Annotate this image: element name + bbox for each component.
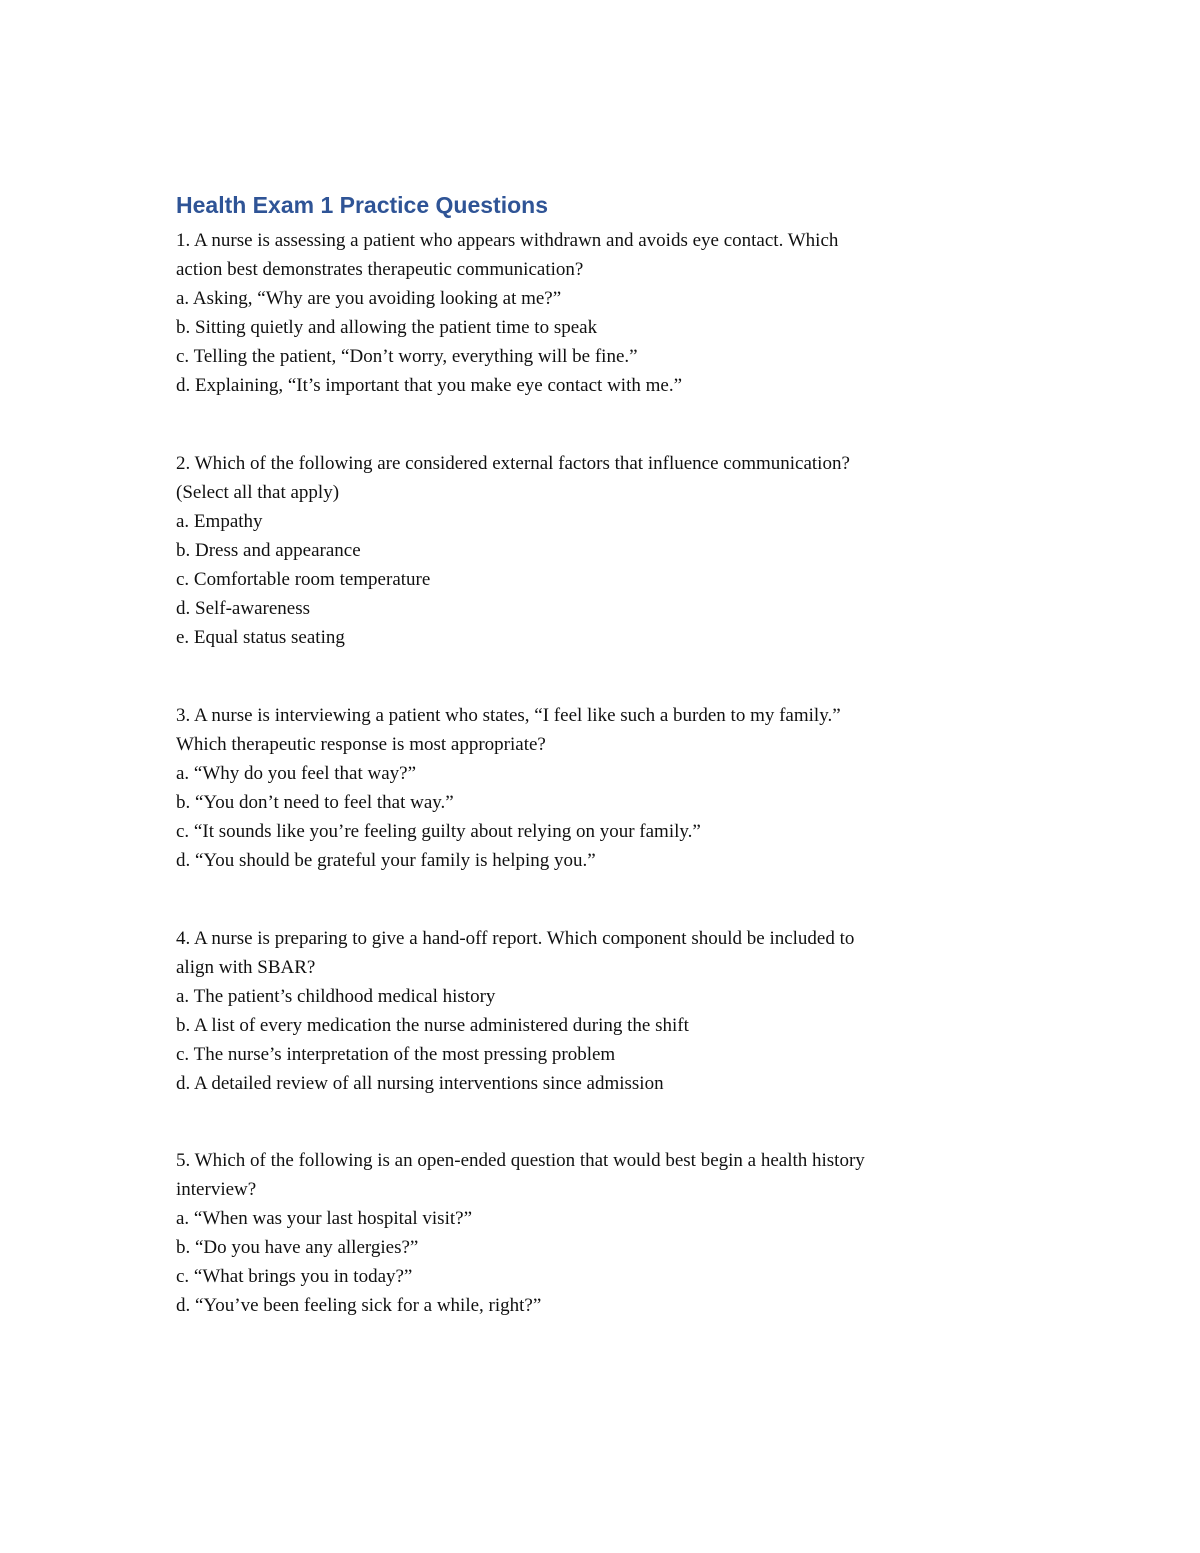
question-stem-line: interview? [176,1179,257,1200]
question-2 [176,449,1036,652]
answer-option-c: c. “What brings you in today?” [176,1266,413,1287]
answer-option-c: c. The nurse’s interpretation of the most pressing problem [176,1044,616,1065]
answer-option-e: e. Equal status seating [176,627,345,648]
question-stem-line: 3. A nurse is interviewing a patient who states, “I feel like such a burden to my family.” [176,705,841,726]
answer-option-a: a. “When was your last hospital visit?” [176,1208,473,1229]
answer-option-d: d. “You should be grateful your family is helping you.” [176,850,596,871]
answer-option-b: b. A list of every medication the nurse administered during the shift [176,1015,689,1036]
answer-option-d: d. A detailed review of all nursing interventions since admission [176,1073,664,1094]
answer-option-b: b. Sitting quietly and allowing the patient time to speak [176,317,598,338]
question-stem-line: align with SBAR? [176,957,316,978]
answer-option-b: b. Dress and appearance [176,540,361,561]
question-stem-line: 4. A nurse is preparing to give a hand-off report. Which component should be included to [176,928,855,949]
answer-option-a: a. Empathy [176,511,263,532]
document-title: Health Exam 1 Practice Questions [176,192,548,218]
answer-option-c: c. Telling the patient, “Don’t worry, everything will be fine.” [176,346,638,367]
answer-option-c: c. “It sounds like you’re feeling guilty about relying on your family.” [176,821,701,842]
question-1 [176,226,1036,400]
answer-option-a: a. Asking, “Why are you avoiding looking at me?” [176,288,562,309]
question-3 [176,701,1036,875]
question-stem-line: 2. Which of the following are considered external factors that influence communication? [176,453,850,474]
question-4 [176,924,1036,1098]
question-stem-line: action best demonstrates therapeutic communication? [176,259,584,280]
question-stem-line: 1. A nurse is assessing a patient who appears withdrawn and avoids eye contact. Which [176,230,839,251]
question-stem-line: (Select all that apply) [176,482,340,503]
question-5 [176,1146,1036,1320]
answer-option-b: b. “Do you have any allergies?” [176,1237,419,1258]
answer-option-d: d. Explaining, “It’s important that you make eye contact with me.” [176,375,682,396]
answer-option-a: a. The patient’s childhood medical history [176,986,496,1007]
answer-option-c: c. Comfortable room temperature [176,569,431,590]
question-stem-line: Which therapeutic response is most appropriate? [176,734,546,755]
answer-option-d: d. Self-awareness [176,598,311,619]
question-stem-line: 5. Which of the following is an open-ended question that would best begin a health history [176,1150,865,1171]
answer-option-b: b. “You don’t need to feel that way.” [176,792,454,813]
answer-option-a: a. “Why do you feel that way?” [176,763,417,784]
answer-option-d: d. “You’ve been feeling sick for a while, right?” [176,1295,542,1316]
